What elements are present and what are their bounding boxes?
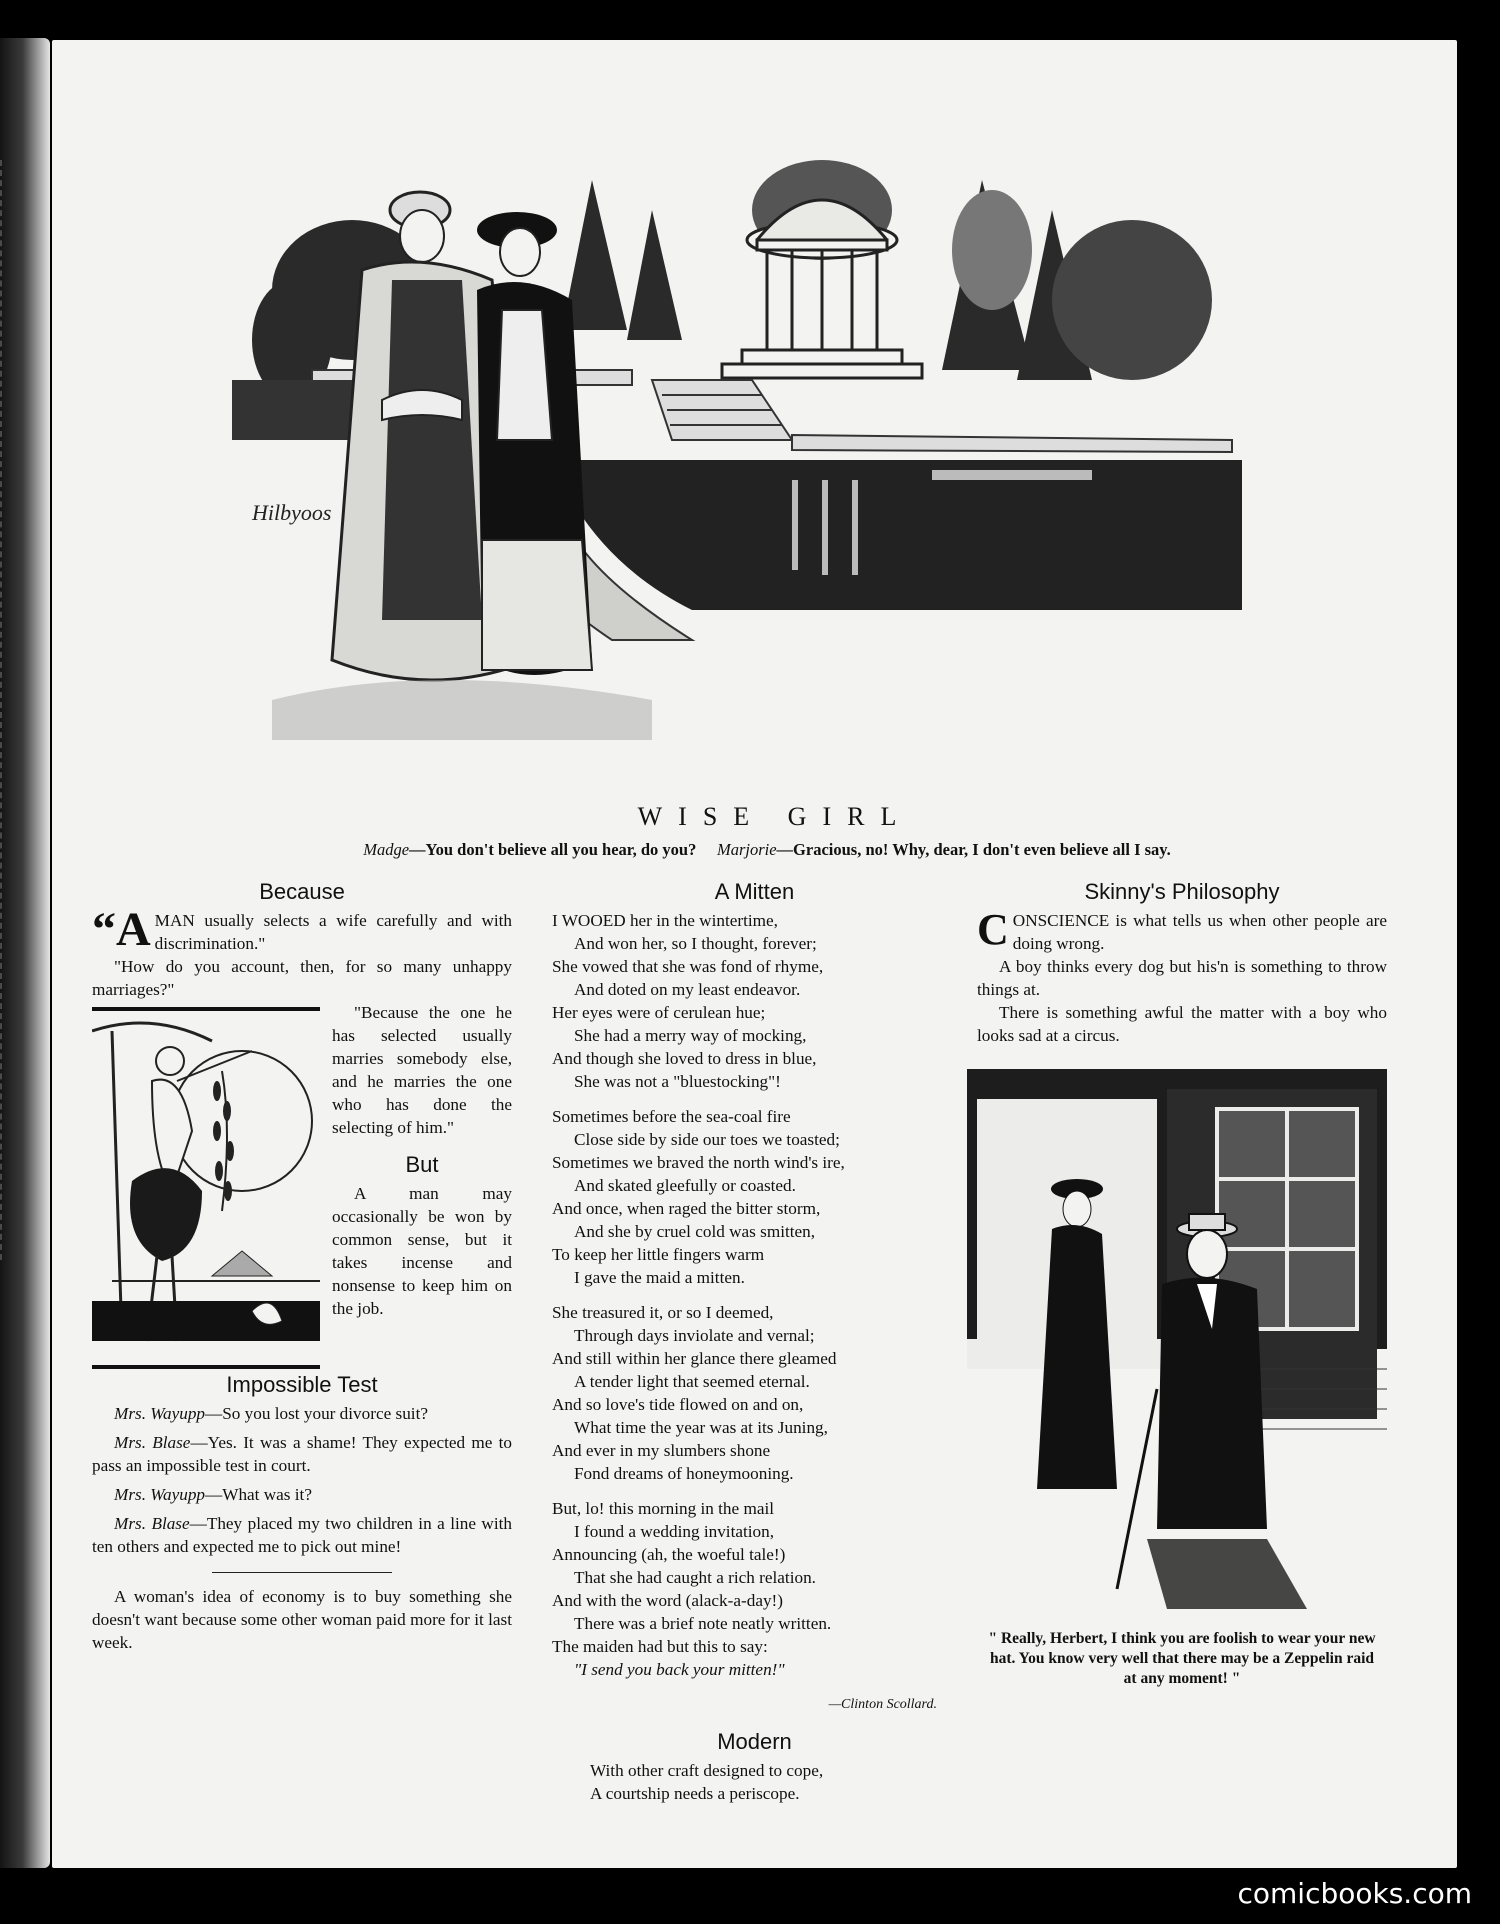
couple-doorway-drawing — [967, 1069, 1387, 1619]
artist-signature: Hilbyoos — [252, 500, 332, 525]
poem-line: And doted on my least endeavor. — [574, 980, 801, 999]
title-block — [212, 802, 1322, 860]
poem-stanza — [552, 1497, 957, 1681]
poem-stanza — [552, 1105, 957, 1289]
skinny-paragraph-2: A boy thinks every dog but his'n is something to throw things at. — [977, 957, 1387, 999]
poem-line: She was not a "bluestocking"! — [574, 1072, 781, 1091]
magazine-page — [52, 40, 1457, 1868]
poem-line: I gave the maid a mitten. — [574, 1268, 745, 1287]
because-paragraph-3: "Because the one he has selected usually marries somebody else, and he marries the one who has done the selecting of him." — [332, 1003, 512, 1137]
skinny-heading: Skinny's Philosophy — [1084, 879, 1280, 904]
speaker-marjorie: Marjorie — [716, 840, 777, 859]
herbert-illustration — [967, 1069, 1387, 1619]
poem-line: She vowed that she was fond of rhyme, — [552, 957, 824, 976]
poem-line: And ever in my slumbers shone — [552, 1441, 771, 1460]
poem-line: I found a wedding invitation, — [574, 1522, 775, 1541]
poem-line: And won her, so I thought, forever; — [574, 934, 817, 953]
economy-paragraph: A woman's idea of economy is to buy something she doesn't want because some other woman paid more for it last week. — [92, 1587, 512, 1652]
skinny-dropcap: C — [977, 905, 1009, 954]
but-heading: But — [405, 1152, 439, 1177]
poem-line: And once, when raged the bitter storm, — [552, 1199, 821, 1218]
cupid-drawing — [92, 1011, 320, 1365]
poem-line: Sometimes before the sea-coal fire — [552, 1107, 791, 1126]
cupid-illustration — [92, 1007, 320, 1369]
poem-line: Fond dreams of honeymooning. — [574, 1464, 794, 1483]
impossible-test-heading: Impossible Test — [226, 1372, 378, 1397]
poem-line: And still within her glance there gleamed — [552, 1349, 837, 1368]
impossible-test-line: Mrs. Blase—They placed my two children in a line with ten others and expected me to pick out mine! — [92, 1514, 512, 1556]
poem-line: To keep her little fingers warm — [552, 1245, 765, 1264]
poem-line: What time the year was at its Juning, — [574, 1418, 828, 1437]
modern-poem — [552, 1759, 957, 1805]
wise-girl-illustration — [232, 140, 1312, 790]
page-edge — [0, 160, 8, 1260]
but-paragraph: A man may occasionally be won by common sense, but it takes incense and nonsense to keep him on the job. — [332, 1184, 512, 1318]
poem-line: Through days inviolate and vernal; — [574, 1326, 815, 1345]
poem-line: A tender light that seemed eternal. — [574, 1372, 810, 1391]
impossible-test-body — [92, 1402, 512, 1558]
poem-line: She had a merry way of mocking, — [574, 1026, 807, 1045]
poem-line: That she had caught a rich relation. — [574, 1568, 816, 1587]
poem-line: The maiden had but this to say: — [552, 1637, 768, 1656]
because-paragraph-1: “A MAN usually selects a wife carefully and with discrimination." — [92, 903, 512, 956]
mitten-heading: A Mitten — [714, 879, 795, 904]
poem-line: Close side by side our toes we toasted; — [574, 1130, 840, 1149]
poem-signature: —Clinton Scollard. — [828, 1697, 937, 1712]
poem-line: And with the word (alack-a-day!) — [552, 1591, 783, 1610]
page-title: WISE GIRL — [637, 802, 913, 831]
poem-line: But, lo! this morning in the mail — [552, 1499, 774, 1518]
garden-temple-drawing — [232, 140, 1312, 790]
poem-stanza — [552, 1301, 957, 1485]
poem-line: Her eyes were of cerulean hue; — [552, 1003, 766, 1022]
poem-line: And though she loved to dress in blue, — [552, 1049, 817, 1068]
column-right — [977, 880, 1387, 1689]
impossible-test-line: Mrs. Blase—Yes. It was a shame! They expected me to pass an impossible test in court. — [92, 1433, 512, 1475]
poem-line: And skated gleefully or coasted. — [574, 1176, 796, 1195]
mitten-poem — [552, 909, 957, 1681]
poem-line: There was a brief note neatly written. — [574, 1614, 832, 1633]
herbert-caption: " Really, Herbert, I think you are foolish to wear your new hat. You know very well that there may be a Zeppelin raid at any moment! " — [988, 1630, 1376, 1687]
column-left — [92, 880, 512, 1654]
watermark: comicbooks.com — [1237, 1877, 1472, 1910]
line-marjorie: —Gracious, no! Why, dear, I don't even believe all I say. — [776, 840, 1171, 859]
poem-line: Announcing (ah, the woeful tale!) — [552, 1545, 786, 1564]
because-paragraph-2: "How do you account, then, for so many unhappy marriages?" — [92, 957, 512, 999]
modern-line: With other craft designed to cope, — [590, 1761, 824, 1780]
modern-line: A courtship needs a periscope. — [590, 1784, 800, 1803]
poem-stanza — [552, 909, 957, 1093]
column-middle — [552, 880, 957, 1805]
poem-line: And so love's tide flowed on and on, — [552, 1395, 804, 1414]
impossible-test-line: Mrs. Wayupp—What was it? — [114, 1485, 312, 1504]
skinny-paragraph-1: CONSCIENCE is what tells us when other people are doing wrong. — [977, 905, 1387, 954]
poem-line: She treasured it, or so I deemed, — [552, 1303, 774, 1322]
skinny-paragraph-3: There is something awful the matter with a boy who looks sad at a circus. — [977, 1003, 1387, 1045]
because-dropcap: “A — [92, 903, 151, 956]
modern-heading: Modern — [717, 1729, 792, 1754]
poem-line: And she by cruel cold was smitten, — [574, 1222, 816, 1241]
speaker-madge: Madge — [363, 840, 410, 859]
poem-line: "I send you back your mitten!" — [574, 1660, 785, 1679]
poem-line: Sometimes we braved the north wind's ire, — [552, 1153, 845, 1172]
because-heading: Because — [259, 879, 345, 904]
section-divider — [212, 1572, 392, 1573]
poem-line: I WOOED her in the wintertime, — [552, 911, 778, 930]
impossible-test-line: Mrs. Wayupp—So you lost your divorce suit? — [114, 1404, 428, 1423]
title-dialogue — [212, 840, 1322, 860]
line-madge: —You don't believe all you hear, do you? — [409, 840, 697, 859]
